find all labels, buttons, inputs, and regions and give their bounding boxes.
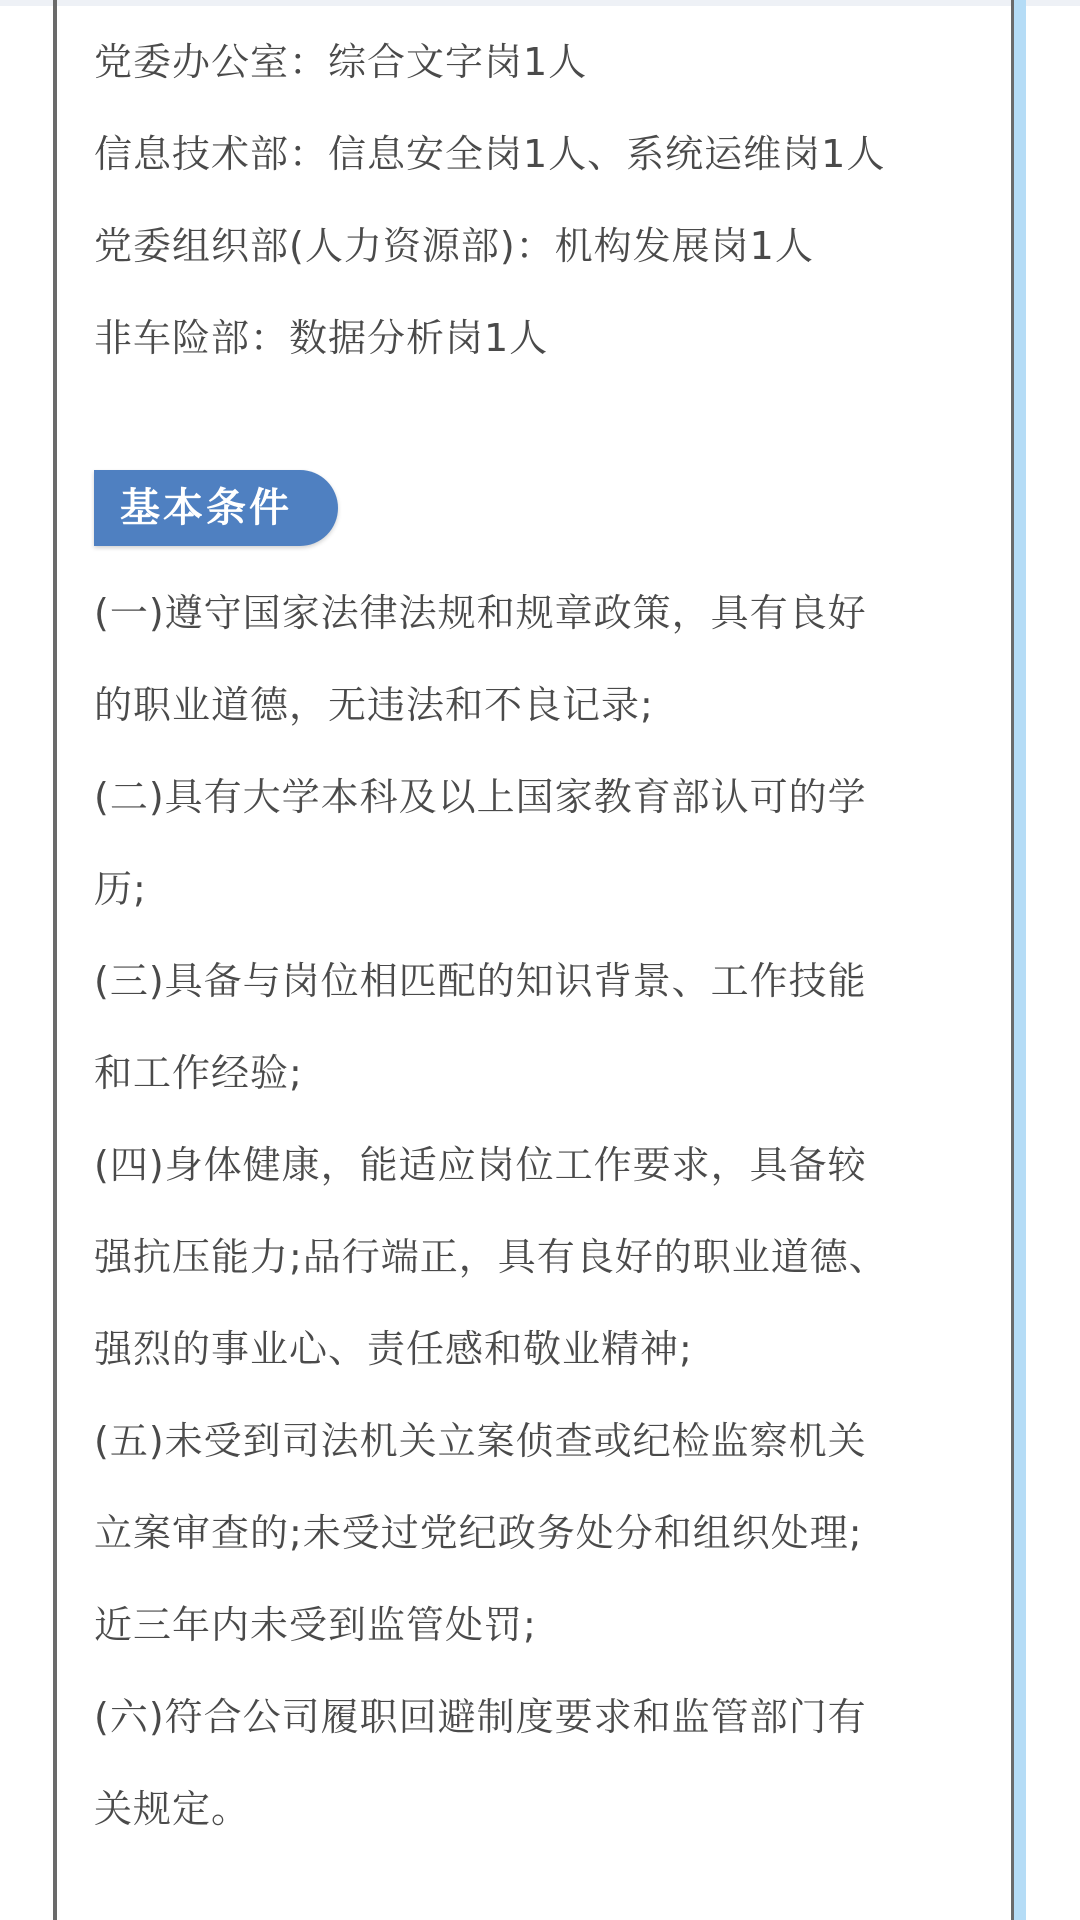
condition-line: (一)遵守国家法律法规和规章政策，具有良好 [94, 591, 867, 635]
article-frame-accent-border [1014, 0, 1026, 1920]
department-item: 党委组织部(人力资源部)：机构发展岗1人 [94, 224, 814, 268]
condition-line: 近三年内未受到监管处罚; [94, 1603, 537, 1647]
condition-line: 和工作经验; [94, 1051, 303, 1095]
conditions-list [94, 567, 979, 1855]
condition-line: 关规定。 [94, 1787, 251, 1831]
condition-line: 立案审查的;未受过党纪政务处分和组织处理; [94, 1511, 863, 1555]
condition-line: 强抗压能力;品行端正，具有良好的职业道德、 [94, 1235, 888, 1279]
condition-line: 强烈的事业心、责任感和敬业精神; [94, 1327, 693, 1371]
article-frame-left-border [53, 0, 57, 1920]
department-list [94, 16, 979, 384]
condition-line: (六)符合公司履职回避制度要求和监管部门有 [94, 1695, 867, 1739]
department-item: 党委办公室：综合文字岗1人 [94, 40, 588, 84]
department-item: 信息技术部：信息安全岗1人、系统运维岗1人 [94, 132, 886, 176]
condition-line: 的职业道德，无违法和不良记录; [94, 683, 654, 727]
condition-line: (二)具有大学本科及以上国家教育部认可的学 [94, 775, 867, 819]
section-heading-title: 基本条件 [120, 485, 292, 531]
condition-line: (四)身体健康，能适应岗位工作要求，具备较 [94, 1143, 867, 1187]
section-heading-badge [94, 470, 338, 546]
condition-line: (五)未受到司法机关立案侦查或纪检监察机关 [94, 1419, 867, 1463]
condition-line: (三)具备与岗位相匹配的知识背景、工作技能 [94, 959, 867, 1003]
condition-line: 历; [94, 867, 147, 911]
department-item: 非车险部：数据分析岗1人 [94, 316, 549, 360]
top-strip [0, 0, 1080, 6]
